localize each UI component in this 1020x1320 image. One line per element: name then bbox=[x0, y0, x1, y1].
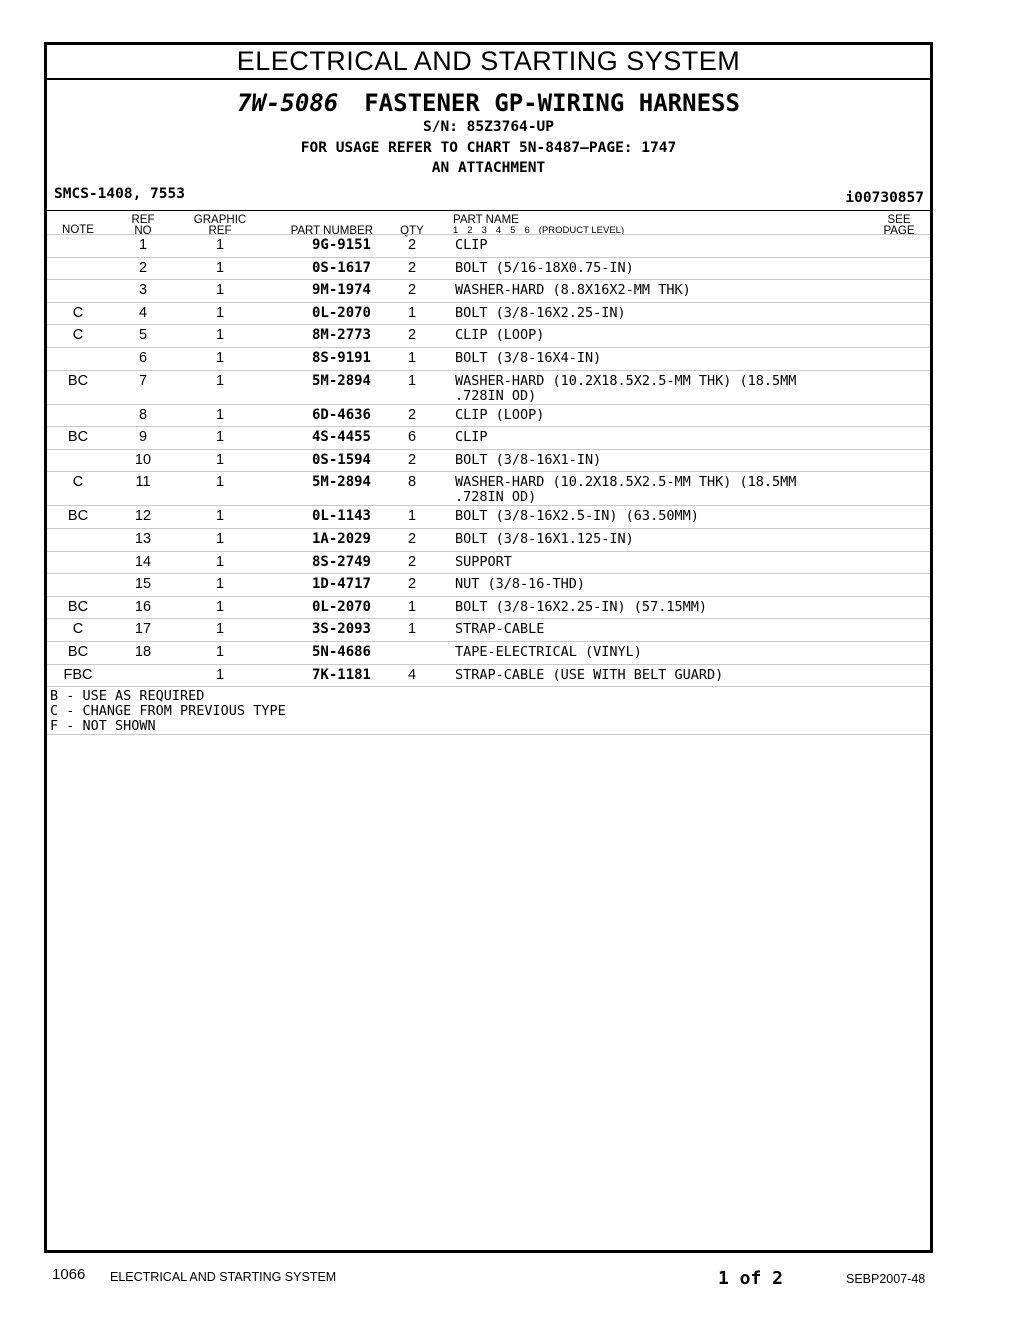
table-row bbox=[47, 618, 930, 641]
notes-legend bbox=[47, 686, 930, 734]
part-name-cell: NUT (3/8-16-THD) bbox=[455, 576, 586, 593]
ref-no-cell: 16 bbox=[134, 598, 152, 615]
footer-section: ELECTRICAL AND STARTING SYSTEM bbox=[110, 1270, 337, 1284]
ref-no-cell: 4 bbox=[138, 304, 148, 321]
part-number-cell: 6D-4636 bbox=[311, 406, 371, 423]
part-number-cell: 5M-2894 bbox=[311, 372, 371, 389]
note-cell: BC bbox=[67, 598, 89, 615]
part-name-cell: BOLT (5/16-18X0.75-IN) bbox=[455, 259, 634, 276]
col-qty-header: QTY bbox=[400, 225, 424, 237]
part-name-cell: STRAP-CABLE (USE WITH BELT GUARD) bbox=[455, 666, 724, 683]
part-name-cell: CLIP bbox=[455, 237, 488, 253]
note-line: B - USE AS REQUIRED bbox=[50, 688, 205, 705]
part-number-cell: 0S-1617 bbox=[311, 259, 371, 276]
graphic-ref-cell: 1 bbox=[215, 598, 225, 615]
footer-doc-id: SEBP2007-48 bbox=[846, 1272, 926, 1286]
graphic-ref-cell: 1 bbox=[215, 406, 225, 423]
usage-reference: FOR USAGE REFER TO CHART 5N-8487—PAGE: 1747 bbox=[300, 140, 677, 156]
smcs-codes: SMCS-1408, 7553 bbox=[54, 186, 185, 202]
footer-page-of: 1 of 2 bbox=[718, 1268, 784, 1289]
qty-cell: 1 bbox=[407, 621, 417, 638]
part-number-cell: 0L-1143 bbox=[311, 508, 371, 525]
level-6: 6 bbox=[524, 225, 530, 236]
note-cell: C bbox=[72, 474, 84, 491]
note-line: F - NOT SHOWN bbox=[50, 718, 156, 735]
note-cell: C bbox=[72, 621, 84, 638]
graphic-ref-cell: 1 bbox=[215, 259, 225, 276]
part-name-cell: WASHER-HARD (8.8X16X2-MM THK) bbox=[455, 282, 691, 299]
part-number-cell: 4S-4455 bbox=[311, 429, 371, 446]
part-number-cell: 8S-9191 bbox=[311, 349, 371, 366]
part-number-cell: 1A-2029 bbox=[311, 530, 371, 547]
qty-cell: 2 bbox=[407, 553, 417, 570]
graphic-ref-cell: 1 bbox=[215, 643, 225, 660]
note-cell: FBC bbox=[63, 666, 93, 683]
qty-cell: 1 bbox=[407, 598, 417, 615]
graphic-ref-cell: 1 bbox=[215, 349, 225, 366]
col-see-page-line1: SEE bbox=[887, 214, 911, 226]
part-number-cell: 5N-4686 bbox=[311, 643, 371, 660]
ref-no-cell: 7 bbox=[138, 372, 148, 389]
illustration-id: i00730857 bbox=[845, 190, 924, 206]
graphic-ref-cell: 1 bbox=[215, 474, 225, 491]
level-1: 1 bbox=[453, 225, 459, 236]
graphic-ref-cell: 1 bbox=[215, 372, 225, 389]
ref-no-cell: 5 bbox=[138, 327, 148, 344]
part-name-cell: STRAP-CABLE bbox=[455, 621, 545, 638]
section-title: ELECTRICAL AND STARTING SYSTEM bbox=[47, 45, 930, 80]
graphic-ref-cell: 1 bbox=[215, 621, 225, 638]
graphic-ref-cell: 1 bbox=[215, 451, 225, 468]
part-name-cell: BOLT (3/8-16X2.25-IN) bbox=[455, 304, 626, 321]
graphic-ref-cell: 1 bbox=[215, 508, 225, 525]
group-number: 7W-5086 bbox=[237, 89, 339, 117]
part-name-cell: BOLT (3/8-16X1.125-IN) bbox=[455, 530, 634, 547]
qty-cell: 8 bbox=[407, 474, 417, 491]
product-level-label: (PRODUCT LEVEL) bbox=[538, 225, 625, 236]
level-2: 2 bbox=[467, 225, 473, 236]
part-number-cell: 8M-2773 bbox=[311, 327, 371, 344]
header-rule bbox=[47, 210, 930, 211]
part-name-cell: BOLT (3/8-16X2.25-IN) (57.15MM) bbox=[455, 598, 707, 615]
part-number-cell: 8S-2749 bbox=[311, 553, 371, 570]
part-number-cell: 0L-2070 bbox=[311, 304, 371, 321]
part-number-cell: 1D-4717 bbox=[311, 576, 371, 593]
ref-no-cell: 2 bbox=[138, 259, 148, 276]
qty-cell: 2 bbox=[407, 451, 417, 468]
table-row bbox=[47, 324, 930, 347]
col-see-page-line2: PAGE bbox=[883, 225, 915, 237]
qty-cell: 1 bbox=[407, 372, 417, 389]
level-3: 3 bbox=[481, 225, 487, 236]
table-row bbox=[47, 370, 930, 404]
footer-page-number: 1066 bbox=[52, 1266, 86, 1283]
part-number-cell: 0S-1594 bbox=[311, 451, 371, 468]
col-note-header: NOTE bbox=[62, 224, 94, 236]
qty-cell: 2 bbox=[407, 530, 417, 547]
ref-no-cell: 8 bbox=[138, 406, 148, 423]
table-row bbox=[47, 449, 930, 472]
col-ref-no-line2: NO bbox=[134, 225, 152, 237]
qty-cell: 1 bbox=[407, 508, 417, 525]
attachment-label: AN ATTACHMENT bbox=[431, 160, 546, 176]
graphic-ref-cell: 1 bbox=[215, 530, 225, 547]
note-cell: C bbox=[72, 327, 84, 344]
qty-cell: 2 bbox=[407, 259, 417, 276]
graphic-ref-cell: 1 bbox=[215, 304, 225, 321]
qty-cell: 4 bbox=[407, 666, 417, 683]
note-cell: BC bbox=[67, 372, 89, 389]
notes-end-rule bbox=[47, 734, 930, 735]
table-row bbox=[47, 257, 930, 280]
graphic-ref-cell: 1 bbox=[215, 327, 225, 344]
table-row bbox=[47, 573, 930, 596]
part-name-cell: CLIP (LOOP) bbox=[455, 406, 545, 423]
note-line: C - CHANGE FROM PREVIOUS TYPE bbox=[50, 703, 286, 720]
ref-no-cell: 1 bbox=[138, 237, 148, 253]
page-frame bbox=[44, 42, 933, 1253]
part-name-cell: WASHER-HARD (10.2X18.5X2.5-MM THK) (18.5MM .728IN OD) bbox=[455, 372, 797, 404]
level-4: 4 bbox=[495, 225, 502, 236]
group-name: FASTENER GP-WIRING HARNESS bbox=[364, 89, 740, 117]
part-number-cell: 0L-2070 bbox=[311, 598, 371, 615]
part-name-cell: BOLT (3/8-16X4-IN) bbox=[455, 349, 602, 366]
qty-cell: 1 bbox=[407, 349, 417, 366]
group-heading bbox=[47, 89, 930, 117]
qty-cell: 1 bbox=[407, 304, 417, 321]
part-name-cell: BOLT (3/8-16X1-IN) bbox=[455, 451, 602, 468]
ref-no-cell: 18 bbox=[134, 643, 152, 660]
graphic-ref-cell: 1 bbox=[215, 237, 225, 253]
col-graphic-ref-line1: GRAPHIC bbox=[193, 214, 247, 226]
ref-no-cell: 6 bbox=[138, 349, 148, 366]
table-row bbox=[47, 234, 930, 257]
note-cell: BC bbox=[67, 429, 89, 446]
part-number-cell: 3S-2093 bbox=[311, 621, 371, 638]
note-cell: BC bbox=[67, 508, 89, 525]
ref-no-cell: 15 bbox=[134, 576, 152, 593]
table-row bbox=[47, 505, 930, 528]
col-part-name-header: PART NAME bbox=[453, 214, 519, 226]
table-row bbox=[47, 279, 930, 302]
table-row bbox=[47, 596, 930, 619]
parts-table bbox=[47, 234, 930, 735]
graphic-ref-cell: 1 bbox=[215, 666, 225, 683]
ref-no-cell: 17 bbox=[134, 621, 152, 638]
qty-cell: 2 bbox=[407, 282, 417, 299]
table-row bbox=[47, 471, 930, 505]
graphic-ref-cell: 1 bbox=[215, 553, 225, 570]
graphic-ref-cell: 1 bbox=[215, 576, 225, 593]
part-name-cell: WASHER-HARD (10.2X18.5X2.5-MM THK) (18.5MM .728IN OD) bbox=[455, 474, 797, 506]
graphic-ref-cell: 1 bbox=[215, 282, 225, 299]
table-row bbox=[47, 641, 930, 664]
ref-no-cell: 3 bbox=[138, 282, 148, 299]
qty-cell: 2 bbox=[407, 576, 417, 593]
ref-no-cell: 10 bbox=[134, 451, 152, 468]
part-number-cell: 9M-1974 bbox=[311, 282, 371, 299]
qty-cell: 2 bbox=[407, 237, 417, 253]
ref-no-cell: 11 bbox=[135, 474, 151, 491]
qty-cell: 6 bbox=[407, 429, 417, 446]
note-cell: BC bbox=[67, 643, 89, 660]
ref-no-cell: 9 bbox=[138, 429, 148, 446]
col-graphic-ref-line2: REF bbox=[208, 225, 232, 237]
qty-cell: 2 bbox=[407, 406, 417, 423]
table-row bbox=[47, 347, 930, 370]
part-name-cell: SUPPORT bbox=[455, 553, 512, 570]
qty-cell: 2 bbox=[407, 327, 417, 344]
part-number-cell: 9G-9151 bbox=[311, 237, 371, 253]
graphic-ref-cell: 1 bbox=[215, 429, 225, 446]
ref-no-cell: 12 bbox=[134, 508, 152, 525]
table-row bbox=[47, 302, 930, 325]
part-name-cell: TAPE-ELECTRICAL (VINYL) bbox=[455, 643, 642, 660]
part-name-cell: CLIP bbox=[455, 429, 488, 446]
ref-no-cell: 13 bbox=[134, 530, 152, 547]
table-row bbox=[47, 664, 930, 687]
serial-number: S/N: 85Z3764-UP bbox=[423, 119, 554, 135]
part-name-cell: CLIP (LOOP) bbox=[455, 327, 545, 344]
table-row bbox=[47, 528, 930, 551]
part-number-cell: 5M-2894 bbox=[311, 474, 371, 491]
table-row bbox=[47, 404, 930, 427]
table-row bbox=[47, 551, 930, 574]
note-cell: C bbox=[72, 304, 84, 321]
ref-no-cell: 14 bbox=[134, 553, 152, 570]
part-number-cell: 7K-1181 bbox=[311, 666, 371, 683]
col-ref-no-line1: REF bbox=[131, 214, 155, 226]
part-name-cell: BOLT (3/8-16X2.5-IN) (63.50MM) bbox=[455, 508, 699, 525]
level-5: 5 bbox=[510, 225, 516, 236]
col-part-number-header: PART NUMBER bbox=[290, 225, 373, 237]
table-row bbox=[47, 426, 930, 449]
